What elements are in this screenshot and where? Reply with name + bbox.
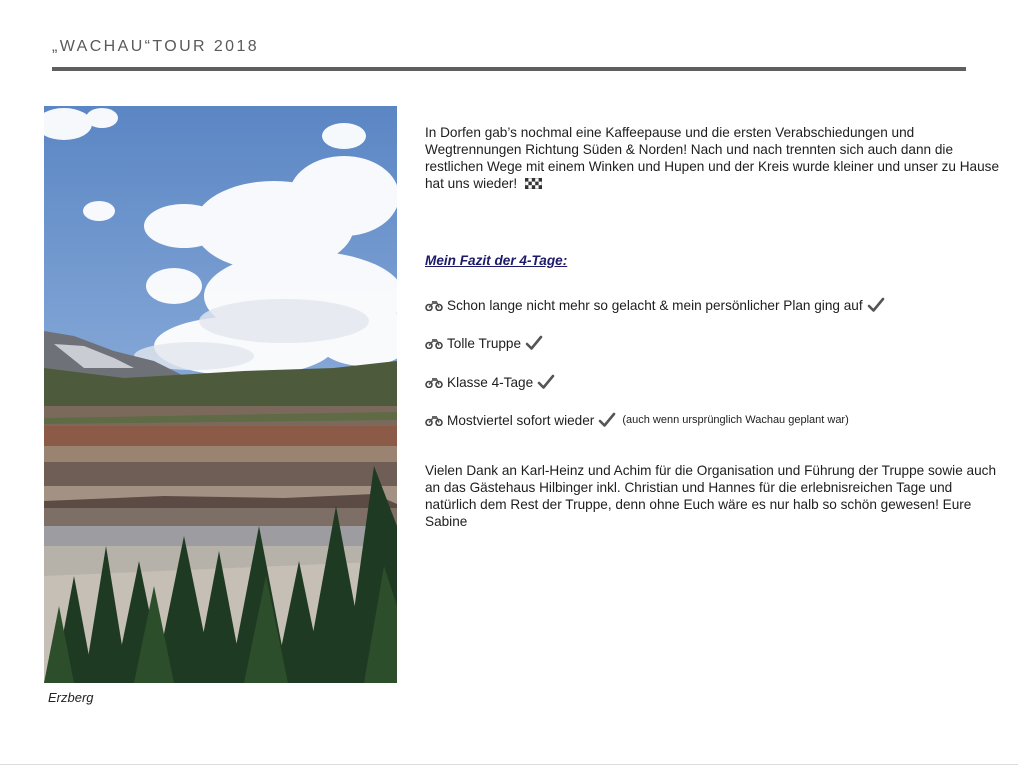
checkmark-icon <box>598 412 616 428</box>
list-item <box>425 412 849 428</box>
checkmark-icon <box>537 374 555 390</box>
checkmark-icon <box>525 335 543 351</box>
thanks-paragraph: Vielen Dank an Karl-Heinz und Achim für die Organisation und Führung der Truppe sowie auch an das Gästehaus Hilbinger inkl. Christian und Hannes für die erlebnisreichen Tage und natürlich dem Rest der Truppe, denn ohne Euch wäre es nur halb so schön gewesen! Eure Sabine <box>425 463 997 529</box>
list-item-text: Tolle Truppe <box>447 335 522 351</box>
list-item-text: Mostviertel sofort wieder <box>447 412 595 428</box>
list-item-note: (auch wenn ursprünglich Wachau geplant war) <box>622 414 849 426</box>
bottom-divider <box>0 764 1018 765</box>
motorcycle-icon <box>425 337 443 349</box>
page-title: „WACHAU“TOUR 2018 <box>52 38 260 55</box>
motorcycle-icon <box>425 414 443 426</box>
list-item <box>425 374 555 390</box>
checkered-flag-icon <box>525 178 542 189</box>
list-item-text: Schon lange nicht mehr so gelacht & mein persönlicher Plan ging auf <box>447 297 863 313</box>
motorcycle-icon <box>425 376 443 388</box>
title-divider <box>52 67 966 71</box>
intro-paragraph <box>425 124 1000 192</box>
photo-caption: Erzberg <box>48 690 94 705</box>
intro-text: In Dorfen gab’s nochmal eine Kaffeepause und die ersten Verabschiedungen und Wegtrennungen Richtung Süden & Norden! Nach und nach trennten sich auch dann die restlichen Wege mit einem Winken und Hupen und der Kreis wurde kleiner und unser zu Hause hat uns wieder! <box>425 125 1000 191</box>
checkmark-icon <box>867 297 885 313</box>
erzberg-photo <box>44 106 397 683</box>
list-item <box>425 297 885 313</box>
list-item <box>425 335 543 351</box>
list-item-text: Klasse 4-Tage <box>447 374 534 390</box>
fazit-heading: Mein Fazit der 4-Tage: <box>425 253 568 268</box>
motorcycle-icon <box>425 299 443 311</box>
